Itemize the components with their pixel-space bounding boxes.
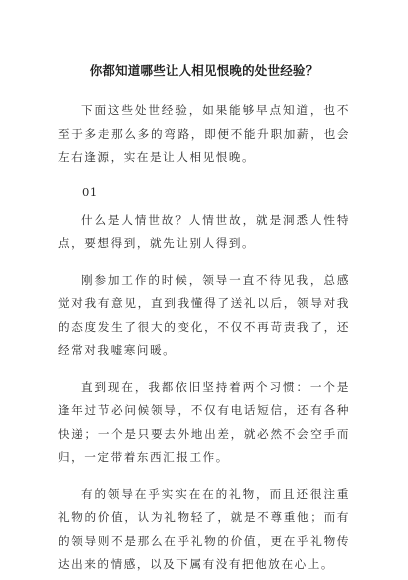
section-number: 01 <box>82 184 98 199</box>
body-paragraph-2: 刚参加工作的时候，领导一直不待见我，总感觉对我有意见，直到我懂得了送礼以后，领导对我的态度发生了很大的变化，不仅不再苛责我了，还经常对我嘘寒问暖。 <box>58 272 350 357</box>
body-paragraph-1: 什么是人情世故？人情世故，就是洞悉人性特点，要想得到，就先让别人得到。 <box>58 212 350 250</box>
body-paragraph-4: 有的领导在乎实实在在的礼物，而且还很注重礼物的价值，认为礼物轻了，就是不尊重他；而有的领导则不是那么在乎礼物的价值，更在乎礼物传达出来的情感，以及下属有没有把他放在心上。 <box>58 486 350 571</box>
document-title: 你都知道哪些让人相见恨晚的处世经验？ <box>89 63 319 78</box>
body-paragraph-3: 直到现在，我都依旧坚持着两个习惯：一个是逢年过节必问候领导，不仅有电话短信，还有各种快递；一个是只要去外地出差，就必然不会空手而归，一定带着东西汇报工作。 <box>58 379 350 464</box>
intro-paragraph: 下面这些处世经验，如果能够早点知道，也不至于多走那么多的弯路，即便不能升职加薪，也会左右逢源，实在是让人相见恨晚。 <box>58 103 350 164</box>
